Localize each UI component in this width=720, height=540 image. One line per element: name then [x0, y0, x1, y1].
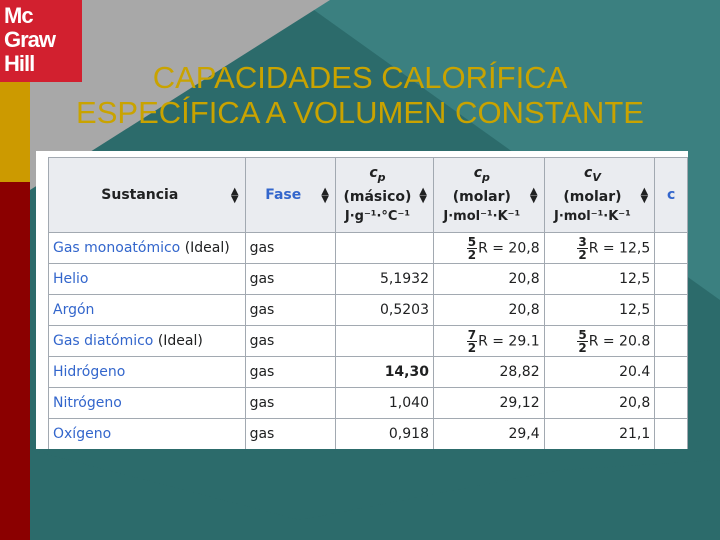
cell-cp-mass: 0,918	[335, 419, 433, 450]
cell-cp-molar: 28,82	[433, 357, 544, 388]
cell-cv-molar: 12,5	[544, 264, 655, 295]
cell-cp-mass	[335, 233, 433, 264]
slide-title	[30, 60, 690, 130]
cell-clipped	[655, 264, 688, 295]
cell-clipped	[655, 295, 688, 326]
cell-cp-mass	[335, 326, 433, 357]
header-sustancia[interactable]: Sustancia ▲ ▼	[49, 158, 246, 233]
cell-cp-molar: 29,4	[433, 419, 544, 450]
cell-cv-molar: 20,8	[544, 388, 655, 419]
table-row	[49, 388, 688, 419]
cell-cp-mass: 1,040	[335, 388, 433, 419]
sort-arrows-icon[interactable]: ▲ ▼	[419, 186, 427, 205]
cell-sustancia[interactable]: Gas monoatómico (Ideal)	[49, 233, 246, 264]
slide-title-line-1: CAPACIDADES CALORÍFICA	[152, 60, 568, 95]
table-row	[49, 233, 688, 264]
table-row	[49, 264, 688, 295]
logo-line-3: Hill	[4, 51, 35, 76]
fraction: $\frac{3}{2}$	[578, 234, 587, 262]
table-row	[49, 295, 688, 326]
cell-cv-molar: $\frac{5}{2}$ R = 20.8	[544, 326, 655, 357]
header-cv-molar[interactable]: $c_V$ (molar) J·mol⁻¹·K⁻¹ ▲ ▼	[544, 158, 655, 233]
table-row	[49, 419, 688, 450]
cell-cp-mass: 0,5203	[335, 295, 433, 326]
table-header-row	[49, 158, 688, 233]
table-row	[49, 357, 688, 388]
slide-title-line-2: ESPECÍFICA A VOLUMEN CONSTANTE	[76, 95, 644, 130]
logo-line-1: Mc	[4, 3, 33, 28]
fraction: $\frac{5}{2}$	[467, 234, 477, 262]
cell-cv-molar: 12,5	[544, 295, 655, 326]
heat-capacity-table	[48, 157, 688, 449]
cell-clipped	[655, 419, 688, 450]
cell-fase: gas	[245, 357, 335, 388]
cell-cv-molar: 21,1	[544, 419, 655, 450]
cell-cp-molar: $\frac{7}{2}$ R = 29.1	[433, 326, 544, 357]
cell-fase: gas	[245, 326, 335, 357]
cell-clipped	[655, 357, 688, 388]
cell-clipped	[655, 233, 688, 264]
logo-line-2: Graw	[4, 27, 56, 52]
cell-cp-molar: 20,8	[433, 264, 544, 295]
cell-sustancia[interactable]: Helio	[49, 264, 246, 295]
cell-clipped	[655, 388, 688, 419]
fraction: $\frac{7}{2}$	[467, 327, 477, 355]
cell-fase: gas	[245, 233, 335, 264]
cell-cp-mass: 5,1932	[335, 264, 433, 295]
sort-arrows-icon[interactable]: ▲ ▼	[640, 186, 649, 205]
fraction: $\frac{5}{2}$	[578, 327, 587, 355]
sort-arrows-icon[interactable]: ▲ ▼	[529, 186, 538, 205]
header-cp-molar[interactable]: $c_p$ (molar) J·mol⁻¹·K⁻¹ ▲ ▼	[433, 158, 544, 233]
header-fase[interactable]	[245, 158, 335, 233]
cell-cp-molar: 20,8	[433, 295, 544, 326]
cell-sustancia[interactable]: Nitrógeno	[49, 388, 246, 419]
cell-cv-molar: $\frac{3}{2}$ R = 12,5	[544, 233, 655, 264]
cell-fase: gas	[245, 388, 335, 419]
cell-sustancia[interactable]: Hidrógeno	[49, 357, 246, 388]
cell-fase: gas	[245, 264, 335, 295]
table-row	[49, 326, 688, 357]
header-clipped[interactable]: c	[655, 158, 688, 233]
cell-sustancia[interactable]: Gas diatómico (Ideal)	[49, 326, 246, 357]
cell-fase: gas	[245, 419, 335, 450]
cell-fase: gas	[245, 295, 335, 326]
cell-clipped	[655, 326, 688, 357]
sort-arrows-icon[interactable]: ▲ ▼	[321, 186, 329, 205]
cell-cp-molar: $\frac{5}{2}$ R = 20,8	[433, 233, 544, 264]
cell-sustancia[interactable]: Oxígeno	[49, 419, 246, 450]
heat-capacity-table-screenshot	[36, 151, 688, 449]
cell-sustancia[interactable]: Argón	[49, 295, 246, 326]
fase-link[interactable]: Fase	[265, 187, 302, 203]
cell-cp-molar: 29,12	[433, 388, 544, 419]
sort-arrows-icon[interactable]: ▲ ▼	[230, 186, 239, 205]
cell-cp-mass: 14,30	[335, 357, 433, 388]
cell-cv-molar: 20.4	[544, 357, 655, 388]
header-cp-mass[interactable]: $c_p$ (másico) J·g⁻¹·°C⁻¹ ▲ ▼	[335, 158, 433, 233]
